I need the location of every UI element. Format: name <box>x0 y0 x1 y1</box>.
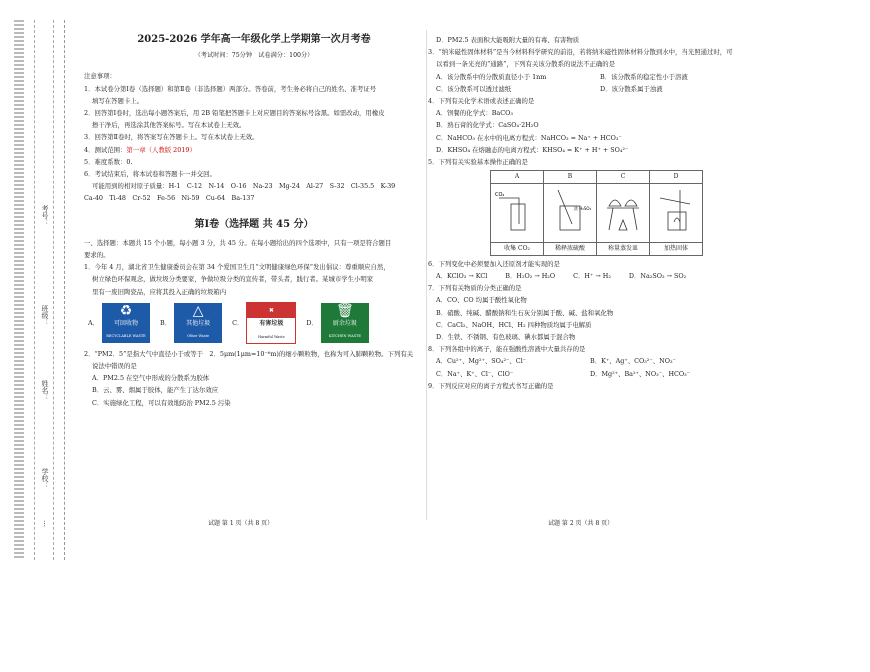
note-2: 2．回答第Ⅰ卷时，选出每小题答案后，用 2B 铅笔把答题卡上对应题目的答案标号涂黑。如需改动，用橡皮 <box>84 109 385 118</box>
q5-apparatus-table <box>490 170 703 256</box>
q5-image-b <box>544 184 597 242</box>
exam-title: 2025-2026 学年高一年级化学上学期第一次月考卷 <box>137 34 371 45</box>
q1-option-a: A． ♻ 可回收物 RECYCLABLE WASTE <box>88 303 150 343</box>
section1-intro-cont: 要求的。 <box>84 251 110 260</box>
q7-option-d: D．生铁、不锈钢、有色玻璃、碘水都属于混合物 <box>436 333 576 342</box>
page-divider <box>426 30 427 520</box>
kitchen-waste-icon: 🗑 厨余垃圾 KITCHEN WASTE <box>321 303 369 343</box>
other-waste-icon: △ 其他垃圾 Other Waste <box>174 303 222 343</box>
dilute-acid-icon <box>544 184 596 236</box>
q7-line1: 7．下列有关物质的分类正确的是 <box>428 284 522 293</box>
svg-text:浓 H₂SO₄: 浓 H₂SO₄ <box>574 206 592 212</box>
q1-option-d: D． 🗑 厨余垃圾 KITCHEN WASTE <box>306 303 369 343</box>
q3-option-b: B．该分散系的稳定性小于溶液 <box>600 72 688 81</box>
q3-option-c: C．该分散系可以透过滤纸 <box>436 84 512 93</box>
q8-option-a: A．Cu²⁺、Mg²⁺、SO₄²⁻、Cl⁻ <box>436 357 527 366</box>
q4-option-b: B．熟石膏的化学式：CaSO₄·2H₂O <box>436 121 539 130</box>
recycle-icon: ♻ 可回收物 RECYCLABLE WASTE <box>102 303 150 343</box>
q9-line1: 9．下列反应对应的离子方程式书写正确的是 <box>428 381 554 390</box>
q7-option-c: C．CaCl₂、NaOH、HCl、H₂ 四种物质均属于电解质 <box>436 320 592 329</box>
exam-number-label: 考号： <box>41 205 49 226</box>
q8-line1: 8．下列各组中的离子，能在强酸性溶液中大量共存的是 <box>428 345 586 354</box>
gas-collection-icon <box>491 184 543 236</box>
q5-caption-d: 加热固体 <box>650 242 703 255</box>
binding-margin <box>14 20 65 560</box>
q2-option-a: A．PM2.5 在空气中形成的分散系为胶体 <box>92 374 210 383</box>
q6-line1: 6．下列变化中必须要加入还原剂才能实现的是 <box>428 259 560 268</box>
q7-option-b: B．硝酸、纯碱、醋酸钠和生石灰分别属于酸、碱、盐和氧化物 <box>436 308 614 317</box>
q5-caption-a: 收集 CO₂ <box>491 242 544 255</box>
q5-header-b: B <box>544 171 597 184</box>
q3-option-a: A．该分散系中的分散质直径小于 1nm <box>436 72 547 81</box>
name-label: 姓名： <box>41 380 49 401</box>
q1-option-c: C． ✖ 有害垃圾 Harmful Waste <box>232 302 296 344</box>
svg-text:CO₂: CO₂ <box>495 192 505 199</box>
q8-option-b: B．K⁺、Ag⁺、CO₃²⁻、NO₃⁻ <box>590 357 676 366</box>
note-1-cont: 填写在答题卡上。 <box>92 96 144 105</box>
note-4: 4．测试范围：第一章（人教版 2019） <box>84 145 196 154</box>
q2-option-c: C．实施绿化工程，可以有效地防治 PM2.5 污染 <box>92 398 231 407</box>
section1-title: 第Ⅰ卷（选择题 共 45 分） <box>194 218 314 230</box>
q5-image-a <box>491 184 544 242</box>
q8-option-d: D．Mg²⁺、Ba²⁺、NO₃⁻、HCO₃⁻ <box>590 369 691 378</box>
section1-intro: 一、选择题：本题共 15 个小题，每小题 3 分，共 45 分。在每小题给出的四个选项中，只有一项是符合题目 <box>84 238 392 247</box>
binding-stripe <box>14 20 24 560</box>
q6-option-a: A．KClO₃ → KCl <box>436 272 488 281</box>
q5-image-d <box>650 184 703 242</box>
footer-page-2: 试题 第 2 页（共 8 页） <box>548 520 614 527</box>
footer-page-1: 试题 第 1 页（共 8 页） <box>208 520 274 527</box>
q1-line1: 1．今年 4 月，湖北省卫生健康委员会在第 34 个爱国卫生月“文明健康绿色环保”发出倡议：尊重顺应自然， <box>84 263 390 272</box>
q3-option-d: D．该分散系属于浊液 <box>600 84 663 93</box>
q6-option-c: C．H⁺ → H₂ <box>573 272 611 281</box>
q5-image-c <box>597 184 650 242</box>
school-label: 学校： <box>41 468 49 489</box>
q1-line3: 里有一废旧陶瓷品，应将其投入正确的垃圾箱内 <box>92 287 227 296</box>
heating-solid-icon <box>650 184 702 236</box>
q4-option-c: C．NaHCO₃ 在水中的电离方程式：NaHCO₃ = Na⁺ + HCO₃⁻ <box>436 133 622 142</box>
q5-line1: 5．下列有关实验基本操作正确的是 <box>428 158 528 167</box>
seal-ellipsis: … <box>42 520 50 527</box>
note-5: 5．难度系数：0. <box>84 157 133 166</box>
atomic-masses-1: 可能用到的相对原子质量：H-1 C-12 N-14 O-16 Na-23 Mg-24 Al-27 S-32 Cl-35.5 K-39 <box>92 182 396 191</box>
right-column <box>428 34 758 392</box>
q2-option-b: B．云、雾、烟属于胶体，能产生丁达尔效应 <box>92 386 219 395</box>
q2-line2: 说法中错误的是 <box>92 362 137 371</box>
q1-options <box>88 302 424 344</box>
exam-info: （考试时间：75分钟 试卷满分：100分） <box>194 52 314 60</box>
q3-line2: 以看到一条光亮的“通路”，下列有关该分散系的说法不正确的是 <box>436 60 616 69</box>
q7-option-a: A．CO、CO 均属于酸性氧化物 <box>436 296 527 305</box>
note-1: 1．本试卷分第Ⅰ卷（选择题）和第Ⅱ卷（非选择题）两部分。答卷前，考生务必将自己的姓名、准考证号 <box>84 84 377 93</box>
q3-line1: 3．“纳米磁性固体材料”是当今材料科学研究的前沿，若将纳米磁性固体材料分散到水中，当光照通过时，可 <box>428 48 733 57</box>
class-label: 班级： <box>41 305 49 326</box>
atomic-masses-2: Ca-40 Ti-48 Cr-52 Fe-56 Ni-59 Cu-64 Ba-137 <box>84 194 255 203</box>
test-scope: 第一章（人教版 2019） <box>126 145 196 154</box>
q4-line1: 4．下列有关化学术语或表述正确的是 <box>428 97 535 106</box>
q4-option-a: A．钡餐的化学式：BaCO₃ <box>436 109 513 118</box>
harmful-waste-icon: ✖ 有害垃圾 Harmful Waste <box>246 302 296 344</box>
note-6: 6．考试结束后，将本试卷和答题卡一并交回。 <box>84 170 216 179</box>
q1-line2: 树立绿色环保观念，做垃圾分类要家，争做垃圾分类的宣传者，带头者，践行者。某城市学生小明家 <box>92 275 374 284</box>
note-3: 3．回答第Ⅱ卷时，将答案写在答题卡上。写在本试卷上无效。 <box>84 133 259 142</box>
q5-header-a: A <box>491 171 544 184</box>
q5-caption-b: 稀释浓硫酸 <box>544 242 597 255</box>
q6-option-b: B．H₂O₂ → H₂O <box>505 272 556 281</box>
q5-header-c: C <box>597 171 650 184</box>
q6-option-d: D．Na₂SO₃ → SO₂ <box>628 272 687 281</box>
notes-heading: 注意事项： <box>84 72 116 81</box>
q5-caption-c: 称量蒸发皿 <box>597 242 650 255</box>
q2-option-d: D．PM2.5 表面积大能吸附大量的有毒、有害物质 <box>436 36 580 44</box>
q1-option-b: B． △ 其他垃圾 Other Waste <box>160 303 222 343</box>
q4-option-d: D．KHSO₄ 在熔融态的电离方程式：KHSO₄ = K⁺ + H⁺ + SO₄²⁻ <box>436 145 629 154</box>
q5-header-d: D <box>650 171 703 184</box>
q8-option-c: C．Na⁺、K⁺、Cl⁻、ClO⁻ <box>436 369 514 378</box>
note-2-cont: 擦干净后，再选涂其他答案标号。写在本试卷上无效。 <box>92 121 246 130</box>
left-column <box>84 26 424 409</box>
balance-icon <box>597 184 649 236</box>
q2-line1: 2．“PM2．5”是指大气中直径小于或等于 2．5μm(1μm=10⁻⁶m)的细小颗粒物，也称为可入肺颗粒物。下列有关 <box>84 349 414 358</box>
